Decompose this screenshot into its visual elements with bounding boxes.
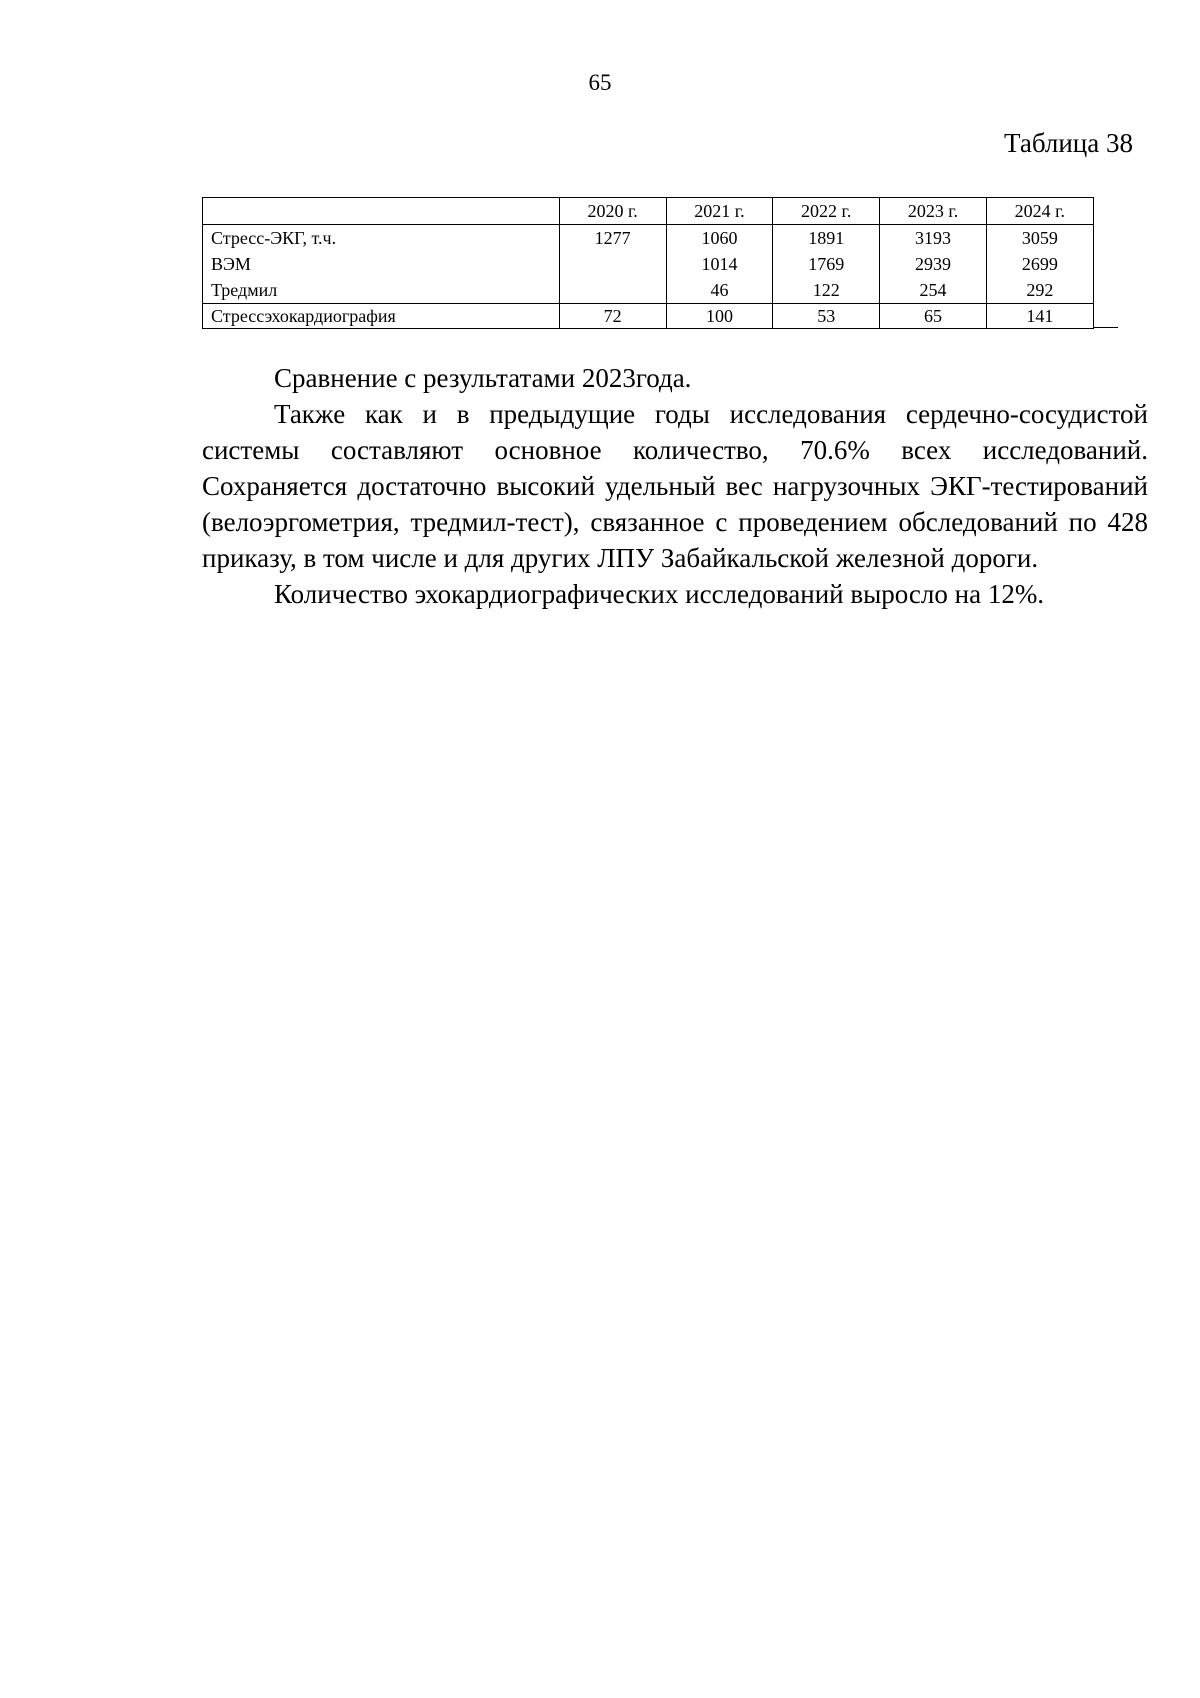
cell-value: 254: [919, 280, 947, 300]
data-table: [202, 197, 1094, 329]
row-label: Стрессэхокардиография: [203, 304, 560, 329]
cell-value: 72: [559, 304, 666, 329]
cell-value: 53: [773, 304, 880, 329]
cell-value: 1014: [701, 254, 738, 274]
cell-value: 1060: [701, 228, 738, 248]
cell-value: 2939: [915, 254, 952, 274]
table-header-cell: 2023 г.: [880, 198, 986, 225]
cell-value: 3193: [915, 228, 952, 248]
table-header-cell: 2021 г.: [666, 198, 772, 225]
cell-value: 100: [666, 304, 772, 329]
cell-value: 65: [880, 304, 986, 329]
cell-value: 2699: [1021, 254, 1058, 274]
cell-value: 1277: [594, 228, 631, 248]
cell-value: 46: [710, 280, 729, 300]
value-cell: [666, 225, 772, 304]
cell-value: 1769: [808, 254, 845, 274]
row-label: ВЭМ: [211, 254, 251, 274]
cell-value: 141: [986, 304, 1093, 329]
value-cell: [986, 225, 1093, 304]
paragraph: Количество эхокардиографических исследований выросло на 12%.: [274, 579, 1045, 609]
table-row: [203, 304, 1094, 329]
table-header-cell: 2022 г.: [773, 198, 880, 225]
table-header-cell: 2020 г.: [559, 198, 666, 225]
table-corner-rule: [1094, 327, 1118, 328]
paragraph: Также как и в предыдущие годы исследования сердечно-сосудистой системы составляют основное количество, 70.6% всех исследований. Сохраняется достаточно высокий удельный вес нагрузочных ЭКГ-тестирований (велоэргометрия, тредмил-тест), связанное с проведением обследований по 428 приказу, в том числе и для других ЛПУ Забайкальской железной дороги.: [202, 399, 1148, 573]
table-header-cell: [203, 198, 560, 225]
row-label: Тредмил: [211, 280, 278, 300]
cell-value: 1891: [808, 228, 845, 248]
cell-value: 122: [812, 280, 840, 300]
value-cell: [559, 225, 666, 304]
value-cell: [880, 225, 986, 304]
row-label: Стресс-ЭКГ, т.ч.: [211, 228, 337, 248]
cell-value: 292: [1026, 280, 1054, 300]
body-text: [202, 360, 1148, 612]
cell-value: [564, 277, 662, 303]
page-number: 65: [588, 70, 612, 95]
table-header-row: [203, 198, 1094, 225]
paragraph: Сравнение с результатами 2023года.: [274, 363, 692, 393]
table-row: [203, 225, 1094, 304]
table-header-cell: 2024 г.: [986, 198, 1093, 225]
table-caption: Таблица 38: [1004, 128, 1133, 158]
row-label-cell: [203, 225, 560, 304]
value-cell: [773, 225, 880, 304]
cell-value: 3059: [1021, 228, 1058, 248]
cell-value: [564, 251, 662, 277]
